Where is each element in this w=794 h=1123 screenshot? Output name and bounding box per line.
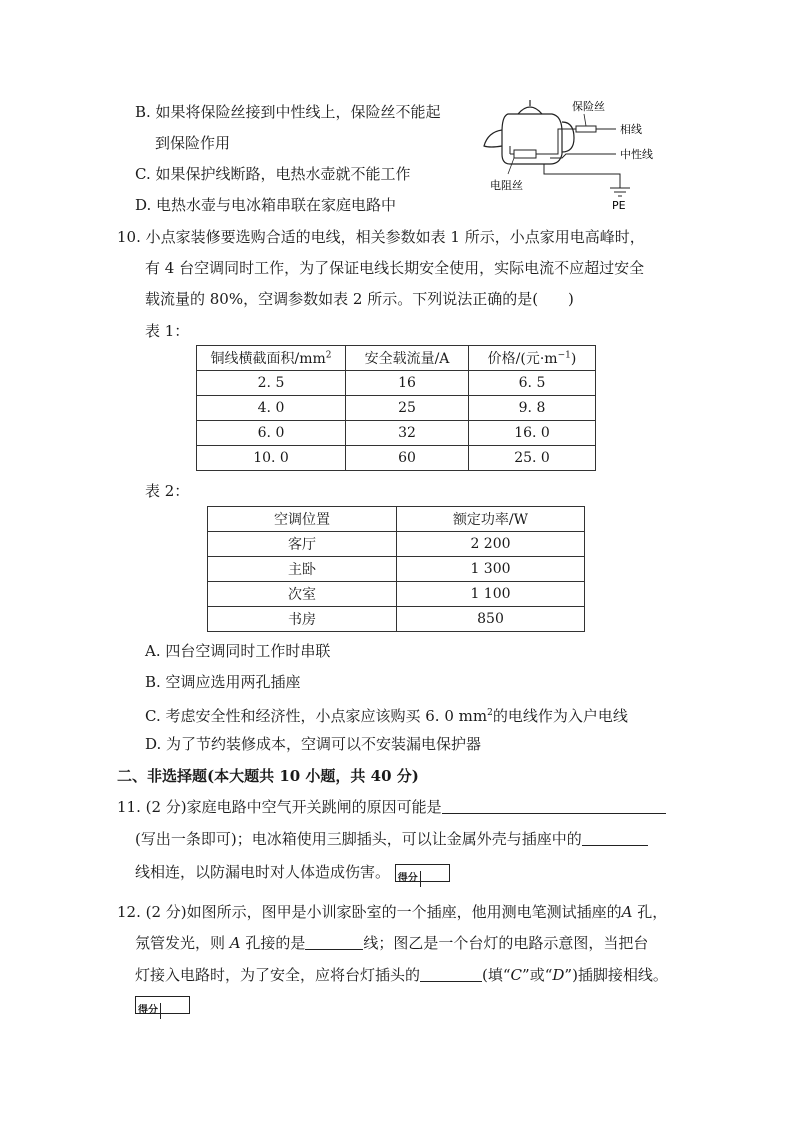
answer-blank[interactable]: [442, 797, 666, 814]
table2-header: 额定功率/W: [397, 507, 585, 532]
resistor-symbol: [514, 150, 536, 158]
table-cell: 主卧: [208, 557, 397, 582]
q10-option-d: D. 为了节约装修成本，空调可以不安装漏电保护器: [145, 735, 482, 753]
table2-header-row: [208, 507, 585, 532]
table-row: [208, 607, 585, 632]
table-row: [197, 446, 596, 471]
table-row: [208, 557, 585, 582]
table2-label: 表 2：: [145, 482, 190, 500]
table-cell: 书房: [208, 607, 397, 632]
table-cell: 25: [346, 396, 469, 421]
table1-header: 铜线横截面积$/mm^2$: [197, 346, 346, 371]
table-cell: 1 100: [397, 582, 585, 607]
score-cell[interactable]: [421, 865, 449, 881]
table-cell: 9. 8: [469, 396, 596, 421]
fuse-label: 保险丝: [572, 100, 605, 113]
table-cell: 客厅: [208, 532, 397, 557]
q11-line3: 线相连，以防漏电时对人体造成伤害。 得分: [135, 862, 450, 882]
table-cell: 16: [346, 371, 469, 396]
table-cell: 次室: [208, 582, 397, 607]
kettle-circuit-figure: [480, 92, 680, 212]
answer-blank[interactable]: [582, 829, 648, 846]
q10-option-a: A. 四台空调同时工作时串联: [145, 642, 331, 660]
table2-header: 空调位置: [208, 507, 397, 532]
table1-wire-parameters: [196, 345, 596, 471]
table1-header-row: [197, 346, 596, 371]
table-cell: 32: [346, 421, 469, 446]
table-cell: 4. 0: [197, 396, 346, 421]
table-cell: 25. 0: [469, 446, 596, 471]
q11-line2: (写出一条即可)；电冰箱使用三脚插头，可以让金属外壳与插座中的: [135, 829, 648, 849]
table-cell: 16. 0: [469, 421, 596, 446]
q9-option-b-line2: 到保险作用: [155, 134, 231, 152]
table-cell: 850: [397, 607, 585, 632]
table-row: [197, 396, 596, 421]
resistor-label: 电阻丝: [490, 179, 523, 192]
q12-line2: 氖管发光，则 A 孔接的是 线；图乙是一个台灯的电路示意图，当把台: [135, 934, 649, 952]
table2-ac-parameters: [207, 506, 585, 632]
table1-header: 安全载流量/A: [346, 346, 469, 371]
table1-label: 表 1：: [145, 322, 190, 340]
score-cell[interactable]: [161, 997, 189, 1013]
table-cell: 6. 5: [469, 371, 596, 396]
kettle-body-shape: [502, 114, 562, 164]
table1-header: 价格/(元$\cdot m^{-1}$): [469, 346, 596, 371]
q9-option-c: C. 如果保护线断路，电热水壶就不能工作: [135, 165, 411, 183]
q10-option-c: C. 考虑安全性和经济性，小点家应该购买 6. 0 $mm^2$的电线作为入户电线: [145, 707, 628, 725]
q11-line1: 11. (2 分)家庭电路中空气开关跳闸的原因可能是: [117, 797, 666, 817]
answer-blank[interactable]: [420, 965, 482, 982]
table-row: [197, 421, 596, 446]
pe-label: PE: [612, 199, 626, 212]
q10-stem-line1: 10. 小点家装修要选购合适的电线，相关参数如表 1 所示，小点家用电高峰时，: [117, 228, 645, 246]
table-cell: 1 300: [397, 557, 585, 582]
score-box[interactable]: [135, 996, 190, 1014]
table-row: [208, 532, 585, 557]
q12-line1: 12. (2 分)如图所示，图甲是小训家卧室的一个插座，他用测电笔测试插座的A 孔，: [117, 903, 668, 921]
score-label: 得分: [136, 1003, 161, 1019]
q9-option-d: D. 电热水壶与电冰箱串联在家庭电路中: [135, 196, 397, 214]
table-cell: 2. 5: [197, 371, 346, 396]
live-wire-label: 相线: [620, 123, 642, 136]
score-box[interactable]: [395, 864, 450, 882]
fuse-symbol: [576, 126, 596, 132]
q10-stem-line2: 有 4 台空调同时工作，为了保证电线长期安全使用，实际电流不应超过安全: [145, 259, 645, 277]
table-cell: 6. 0: [197, 421, 346, 446]
table-cell: 10. 0: [197, 446, 346, 471]
q12-line3: 灯接入电路时，为了安全，应将台灯插头的 (填“C”或“D”)插脚接相线。: [135, 966, 668, 984]
table-cell: 2 200: [397, 532, 585, 557]
q12-score-line: [135, 994, 190, 1014]
answer-blank[interactable]: [305, 933, 363, 950]
section-title: 二、非选择题(本大题共 10 小题，共 40 分): [117, 767, 419, 785]
q10-option-b: B. 空调应选用两孔插座: [145, 673, 301, 691]
score-label: 得分: [396, 871, 421, 887]
table-row: [208, 582, 585, 607]
q9-option-b-line1: B. 如果将保险丝接到中性线上，保险丝不能起: [135, 103, 441, 121]
table-row: [197, 371, 596, 396]
q10-stem-line3: 载流量的 80%，空调参数如表 2 所示。下列说法正确的是( ): [145, 290, 574, 308]
neutral-wire-label: 中性线: [620, 148, 653, 161]
table-cell: 60: [346, 446, 469, 471]
